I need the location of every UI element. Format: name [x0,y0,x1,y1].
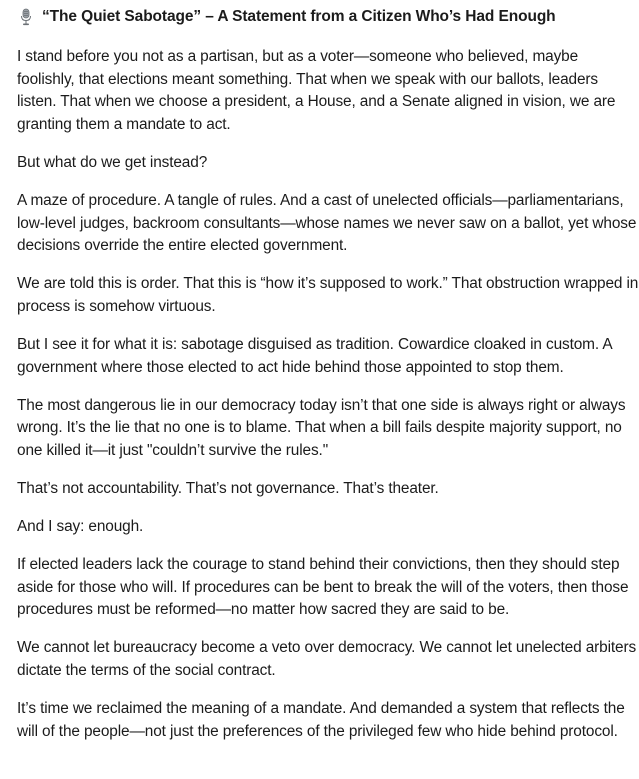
paragraph-10: We cannot let bureaucracy become a veto over democracy. We cannot let unelected arbiters dictate the terms of the social contract. [17,639,637,679]
paragraph-7: That’s not accountability. That’s not governance. That’s theater. [17,479,439,497]
paragraph-1: I stand before you not as a partisan, but as a voter—someone who believed, maybe foolishly, that elections meant something. That when we speak with our ballots, leaders listen. That when we choose a president, a House, and a Senate aligned in vision, we are granting them a mandate to act. [17,48,616,133]
title-row [17,5,639,29]
statement-document [17,5,639,759]
paragraph-2: But what do we get instead? [17,153,208,171]
paragraph-3: A maze of procedure. A tangle of rules. And a cast of unelected officials—parliamentarians, low-level judges, backroom consultants—whose names we never saw on a ballot, yet whose decisions override the entire elected government. [17,191,637,255]
paragraph-8: And I say: enough. [17,518,144,535]
paragraph-9: If elected leaders lack the courage to stand behind their convictions, then they should step aside for those who will. If procedures can be bent to break the will of the voters, then those procedures must be reformed—no matter how sacred they are said to be. [17,556,629,619]
microphone-icon [18,8,34,26]
paragraph-11: It’s time we reclaimed the meaning of a mandate. And demanded a system that reflects the will of the people—not just the preferences of the privileged few who hide behind protocol. [17,700,625,740]
paragraph-5: But I see it for what it is: sabotage disguised as tradition. Cowardice cloaked in custom. A government where those elected to act hide behind those appointed to stop them. [17,335,612,376]
paragraph-4: We are told this is order. That this is “how it’s supposed to work.” That obstruction wrapped in process is somehow virtuous. [17,275,639,315]
paragraph-6: The most dangerous lie in our democracy today isn’t that one side is always right or always wrong. It’s the lie that no one is to blame. That when a bill fails despite majority support, no one killed it—it just "couldn’t survive the rules." [17,396,626,459]
document-title: “The Quiet Sabotage” – A Statement from a Citizen Who’s Had Enough [42,8,556,25]
